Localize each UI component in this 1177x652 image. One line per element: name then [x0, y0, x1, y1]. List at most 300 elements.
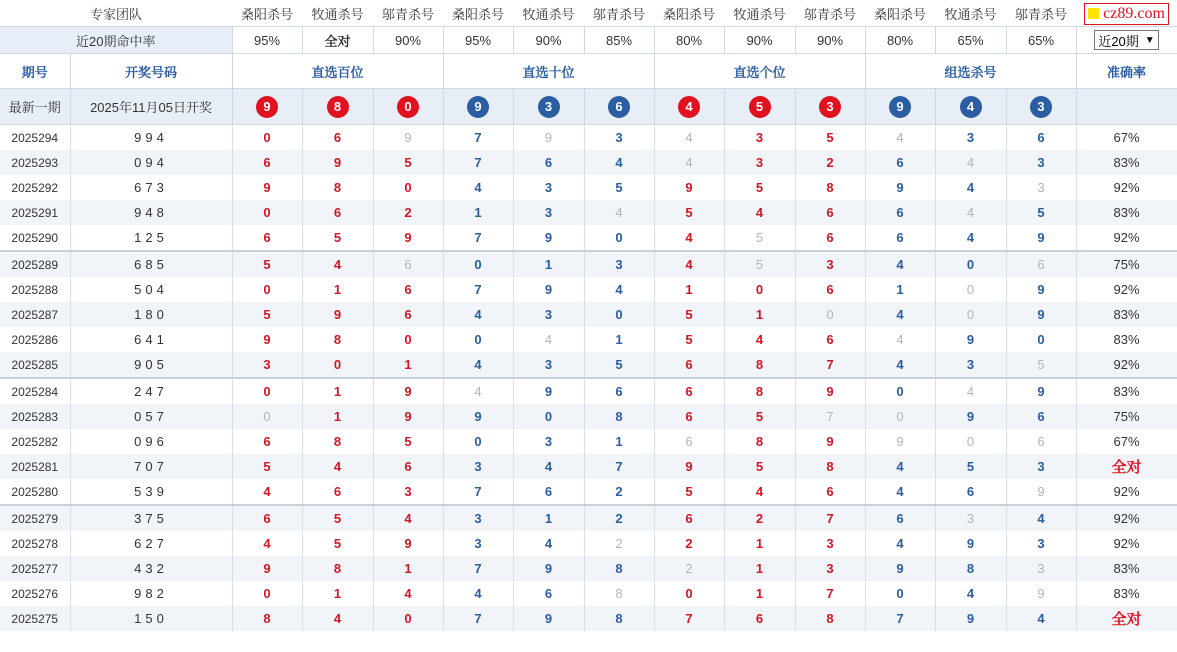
- latest-ball-cell: [795, 89, 865, 125]
- kill-number-cell: [935, 225, 1006, 251]
- team-label: 专家团队: [0, 0, 232, 27]
- kill-number-cell: [302, 556, 373, 581]
- kill-number: 5: [755, 409, 764, 424]
- accuracy-value: 67%: [1113, 434, 1140, 449]
- kill-number: 4: [896, 459, 904, 474]
- kill-number: 3: [544, 205, 553, 220]
- period-cell: 2025286: [0, 327, 70, 352]
- period-cell: 2025285: [0, 352, 70, 378]
- kill-number-cell: [935, 302, 1006, 327]
- kill-number: 5: [755, 459, 764, 474]
- kill-number: 3: [263, 357, 271, 372]
- logo-text: cz89.com: [1103, 4, 1165, 22]
- accuracy-cell: [1076, 429, 1177, 454]
- kill-number: 4: [263, 536, 271, 551]
- kill-number: 0: [966, 434, 975, 449]
- kill-number: 0: [826, 307, 834, 322]
- kill-number-cell: [302, 150, 373, 175]
- accuracy-cell: [1076, 378, 1177, 404]
- kill-number: 6: [755, 611, 764, 626]
- kill-number: 9: [966, 536, 975, 551]
- kill-number: 3: [966, 357, 975, 372]
- kill-number-cell: [1006, 606, 1076, 631]
- winning-number-cell: 375: [70, 505, 232, 531]
- kill-number-cell: [232, 404, 302, 429]
- kill-number: 3: [1037, 155, 1045, 170]
- period-select-value: 近20期: [1098, 33, 1139, 49]
- kill-number-cell: [584, 404, 654, 429]
- kill-number: 5: [1037, 357, 1045, 372]
- latest-ball-cell: [302, 89, 373, 125]
- accuracy-value: 92%: [1113, 230, 1140, 245]
- kill-number-cell: [443, 581, 513, 606]
- hit-rate-value: 90%: [724, 27, 795, 54]
- table-row: [0, 404, 1177, 429]
- kill-number: 6: [333, 130, 342, 145]
- kill-number: 9: [404, 409, 412, 424]
- kill-number-cell: [795, 429, 865, 454]
- kill-number-cell: [443, 327, 513, 352]
- kill-number-cell: [373, 225, 443, 251]
- period-cell: 2025276: [0, 581, 70, 606]
- kill-number-cell: [795, 175, 865, 200]
- latest-ball-cell: [443, 89, 513, 125]
- kill-number: 3: [615, 257, 623, 272]
- kill-number: 4: [896, 257, 904, 272]
- kill-number: 8: [826, 180, 834, 195]
- kill-number-cell: [1006, 327, 1076, 352]
- col-group-hundreds: 直选百位: [232, 54, 443, 89]
- kill-number-cell: [1006, 225, 1076, 251]
- kill-number-cell: [865, 200, 935, 225]
- table-row: [0, 225, 1177, 251]
- period-cell: 2025283: [0, 404, 70, 429]
- kill-number-cell: [584, 556, 654, 581]
- kill-number-cell: [654, 581, 724, 606]
- kill-number-cell: [373, 378, 443, 404]
- kill-number-cell: [795, 581, 865, 606]
- period-cell: 2025289: [0, 251, 70, 277]
- kill-number: 5: [1037, 205, 1045, 220]
- kill-number-cell: [654, 175, 724, 200]
- kill-number: 0: [404, 332, 412, 347]
- kill-number: 9: [826, 434, 834, 449]
- kill-number-cell: [373, 606, 443, 631]
- kill-number: 6: [826, 205, 834, 220]
- kill-number-cell: [373, 175, 443, 200]
- kill-number-cell: [302, 454, 373, 479]
- kill-number-cell: [584, 352, 654, 378]
- kill-number-cell: [795, 200, 865, 225]
- kill-number-cell: [513, 479, 584, 505]
- kill-number: 5: [615, 180, 623, 195]
- kill-number: 0: [896, 384, 904, 399]
- kill-number: 3: [966, 130, 975, 145]
- latest-ball-cell: [724, 89, 795, 125]
- kill-number-cell: [373, 429, 443, 454]
- accuracy-cell: [1076, 352, 1177, 378]
- kill-number: 8: [615, 409, 623, 424]
- kill-number-cell: [724, 125, 795, 151]
- period-cell: 2025290: [0, 225, 70, 251]
- kill-number: 4: [755, 332, 764, 347]
- kill-number-cell: [1006, 251, 1076, 277]
- expert-name: 牧通杀号: [724, 0, 795, 27]
- accuracy-cell: [1076, 454, 1177, 479]
- kill-number-cell: [584, 225, 654, 251]
- kill-number: 1: [755, 561, 764, 576]
- site-logo[interactable]: [1084, 3, 1169, 25]
- kill-number-cell: [584, 175, 654, 200]
- kill-number-cell: [935, 404, 1006, 429]
- kill-number: 8: [966, 561, 975, 576]
- number-ball: 3: [819, 96, 841, 118]
- kill-number-cell: [1006, 556, 1076, 581]
- number-ball: 6: [608, 96, 630, 118]
- kill-number: 7: [826, 586, 834, 601]
- kill-number-cell: [795, 556, 865, 581]
- accuracy-value: 全对: [1111, 459, 1142, 476]
- kill-number-cell: [373, 277, 443, 302]
- kill-number-cell: [232, 429, 302, 454]
- kill-number-cell: [654, 327, 724, 352]
- winning-number-cell: 247: [70, 378, 232, 404]
- expert-name: 邬青杀号: [1006, 0, 1076, 27]
- kill-number-cell: [795, 352, 865, 378]
- accuracy-value: 92%: [1113, 484, 1140, 499]
- table-row: [0, 556, 1177, 581]
- expert-name: 邬青杀号: [373, 0, 443, 27]
- kill-number: 7: [896, 611, 904, 626]
- expert-header-row: [0, 0, 1177, 27]
- kill-number: 6: [544, 586, 553, 601]
- logo-square-icon: [1088, 8, 1099, 19]
- number-ball: 3: [1030, 96, 1052, 118]
- expert-name: 桑阳杀号: [865, 0, 935, 27]
- accuracy-value: 75%: [1113, 409, 1140, 424]
- kill-number: 9: [333, 155, 342, 170]
- kill-number-cell: [935, 277, 1006, 302]
- kill-number-cell: [584, 581, 654, 606]
- kill-number-cell: [724, 200, 795, 225]
- kill-number: 4: [474, 307, 482, 322]
- kill-number: 4: [966, 155, 975, 170]
- kill-number-cell: [795, 378, 865, 404]
- kill-number-cell: [302, 531, 373, 556]
- kill-number: 0: [755, 282, 764, 297]
- winning-number-cell: 539: [70, 479, 232, 505]
- latest-ball-cell: [513, 89, 584, 125]
- kill-number-cell: [724, 352, 795, 378]
- kill-number-cell: [654, 505, 724, 531]
- kill-number-cell: [584, 479, 654, 505]
- kill-number-cell: [654, 454, 724, 479]
- kill-number: 8: [333, 561, 342, 576]
- chevron-down-icon: ▼: [1144, 34, 1155, 46]
- kill-number: 6: [263, 511, 271, 526]
- number-ball: 4: [678, 96, 700, 118]
- period-cell: 2025291: [0, 200, 70, 225]
- kill-number-cell: [865, 429, 935, 454]
- kill-number-cell: [724, 251, 795, 277]
- kill-number: 5: [333, 511, 342, 526]
- kill-number-cell: [935, 378, 1006, 404]
- kill-number: 0: [966, 307, 975, 322]
- accuracy-cell: [1076, 327, 1177, 352]
- kill-number-cell: [795, 327, 865, 352]
- kill-number-cell: [1006, 404, 1076, 429]
- kill-number-cell: [795, 505, 865, 531]
- kill-number: 4: [544, 332, 553, 347]
- kill-number: 5: [755, 180, 764, 195]
- kill-number-cell: [513, 352, 584, 378]
- accuracy-cell: [1076, 200, 1177, 225]
- kill-number: 2: [826, 155, 834, 170]
- table-row: [0, 454, 1177, 479]
- number-ball: 8: [327, 96, 349, 118]
- kill-number: 4: [896, 536, 904, 551]
- kill-number: 6: [685, 434, 693, 449]
- kill-number: 9: [1037, 230, 1045, 245]
- accuracy-value: 83%: [1113, 586, 1140, 601]
- kill-number-cell: [302, 581, 373, 606]
- table-row: [0, 581, 1177, 606]
- kill-number-cell: [302, 225, 373, 251]
- kill-number: 4: [474, 180, 482, 195]
- kill-number-cell: [865, 251, 935, 277]
- kill-number-cell: [302, 378, 373, 404]
- kill-number-cell: [302, 404, 373, 429]
- accuracy-value: 83%: [1113, 384, 1140, 399]
- kill-number-cell: [373, 581, 443, 606]
- accuracy-value: 83%: [1113, 561, 1140, 576]
- kill-number: 4: [896, 357, 904, 372]
- kill-number-cell: [443, 454, 513, 479]
- kill-number: 9: [966, 409, 975, 424]
- kill-number: 3: [474, 536, 482, 551]
- kill-number-cell: [232, 479, 302, 505]
- kill-number: 5: [404, 434, 412, 449]
- period-select-cell: [1076, 27, 1177, 54]
- kill-number-cell: [584, 505, 654, 531]
- kill-number-cell: [232, 531, 302, 556]
- kill-number: 5: [826, 130, 834, 145]
- kill-number-cell: [584, 531, 654, 556]
- kill-number-cell: [935, 327, 1006, 352]
- kill-number: 3: [826, 561, 834, 576]
- kill-number: 3: [826, 536, 834, 551]
- kill-number: 0: [896, 409, 904, 424]
- kill-number-cell: [935, 175, 1006, 200]
- accuracy-cell: [1076, 175, 1177, 200]
- winning-number-cell: 641: [70, 327, 232, 352]
- kill-number-cell: [724, 581, 795, 606]
- kill-number-cell: [232, 556, 302, 581]
- latest-row: [0, 89, 1177, 125]
- winning-number-cell: 125: [70, 225, 232, 251]
- winning-number-cell: 707: [70, 454, 232, 479]
- kill-number-cell: [654, 404, 724, 429]
- site-logo-cell[interactable]: [1076, 0, 1177, 27]
- kill-number-cell: [373, 302, 443, 327]
- kill-number-cell: [1006, 429, 1076, 454]
- kill-number: 4: [1037, 611, 1045, 626]
- kill-number-cell: [654, 556, 724, 581]
- kill-number: 0: [404, 611, 412, 626]
- kill-number-cell: [443, 352, 513, 378]
- accuracy-cell: [1076, 404, 1177, 429]
- kill-number-cell: [443, 556, 513, 581]
- expert-name: 邬青杀号: [584, 0, 654, 27]
- kill-number-cell: [654, 150, 724, 175]
- kill-number-cell: [724, 175, 795, 200]
- kill-number-cell: [1006, 454, 1076, 479]
- kill-number: 3: [615, 130, 623, 145]
- table-row: [0, 302, 1177, 327]
- hit-rate-value: 全对: [302, 27, 373, 54]
- kill-number: 6: [404, 307, 412, 322]
- kill-number: 9: [685, 459, 693, 474]
- kill-number-cell: [513, 225, 584, 251]
- hit-rate-value: 80%: [865, 27, 935, 54]
- kill-number: 4: [966, 384, 975, 399]
- kill-number: 1: [755, 307, 764, 322]
- hit-rate-row: [0, 27, 1177, 54]
- kill-number: 7: [474, 155, 482, 170]
- kill-number-cell: [654, 479, 724, 505]
- kill-number: 6: [263, 155, 271, 170]
- kill-number: 7: [826, 357, 834, 372]
- accuracy-cell: [1076, 251, 1177, 277]
- period-select[interactable]: [1094, 30, 1158, 50]
- kill-number: 1: [755, 586, 764, 601]
- kill-number-cell: [795, 251, 865, 277]
- kill-number: 2: [615, 484, 623, 499]
- accuracy-value: 83%: [1113, 307, 1140, 322]
- kill-number-cell: [795, 225, 865, 251]
- kill-number-cell: [795, 606, 865, 631]
- period-cell: 2025293: [0, 150, 70, 175]
- kill-number: 5: [685, 205, 693, 220]
- kill-number: 8: [826, 459, 834, 474]
- kill-number-cell: [724, 404, 795, 429]
- kill-number-cell: [232, 150, 302, 175]
- hit-rate-value: 65%: [935, 27, 1006, 54]
- latest-accuracy-cell: [1076, 89, 1177, 125]
- kill-number-cell: [232, 378, 302, 404]
- kill-number: 0: [404, 180, 412, 195]
- kill-number-cell: [302, 200, 373, 225]
- kill-number-cell: [795, 125, 865, 151]
- kill-number-cell: [513, 429, 584, 454]
- kill-number: 1: [615, 434, 623, 449]
- winning-number-cell: 096: [70, 429, 232, 454]
- kill-number: 0: [966, 282, 975, 297]
- kill-number: 7: [474, 230, 482, 245]
- kill-number: 3: [755, 155, 764, 170]
- kill-number: 9: [544, 282, 553, 297]
- kill-number-cell: [302, 429, 373, 454]
- kill-number: 0: [263, 586, 271, 601]
- kill-number-cell: [724, 556, 795, 581]
- kill-number: 9: [896, 561, 904, 576]
- kill-number: 6: [404, 459, 412, 474]
- kill-number: 8: [826, 611, 834, 626]
- kill-number: 6: [896, 511, 904, 526]
- kill-number: 4: [685, 230, 693, 245]
- kill-number: 6: [826, 230, 834, 245]
- kill-number-cell: [232, 225, 302, 251]
- table-row: [0, 531, 1177, 556]
- kill-number-cell: [654, 606, 724, 631]
- kill-number-cell: [443, 302, 513, 327]
- kill-number: 4: [966, 586, 975, 601]
- kill-number: 4: [755, 205, 764, 220]
- latest-ball-cell: [935, 89, 1006, 125]
- kill-number: 9: [826, 384, 834, 399]
- kill-number-cell: [935, 479, 1006, 505]
- number-ball: 4: [960, 96, 982, 118]
- kill-number: 6: [404, 282, 412, 297]
- kill-number-cell: [935, 125, 1006, 151]
- kill-number: 4: [333, 611, 342, 626]
- hit-rate-value: 90%: [795, 27, 865, 54]
- kill-number-cell: [724, 378, 795, 404]
- kill-number-cell: [654, 251, 724, 277]
- kill-number: 6: [1037, 434, 1045, 449]
- kill-number: 5: [263, 459, 271, 474]
- kill-number: 7: [826, 409, 834, 424]
- table-row: [0, 327, 1177, 352]
- kill-number: 4: [1037, 511, 1045, 526]
- kill-number-cell: [373, 200, 443, 225]
- hit-rate-value: 85%: [584, 27, 654, 54]
- kill-number: 0: [263, 282, 271, 297]
- kill-number-cell: [584, 378, 654, 404]
- kill-number-cell: [935, 556, 1006, 581]
- hit-rate-value: 95%: [232, 27, 302, 54]
- kill-number: 0: [333, 357, 342, 372]
- kill-number: 5: [263, 257, 271, 272]
- kill-number: 5: [615, 357, 623, 372]
- kill-number-cell: [935, 150, 1006, 175]
- kill-number-cell: [1006, 175, 1076, 200]
- kill-number: 3: [966, 511, 975, 526]
- kill-number-cell: [795, 454, 865, 479]
- table-row: [0, 429, 1177, 454]
- winning-number-cell: 948: [70, 200, 232, 225]
- kill-number: 2: [404, 205, 412, 220]
- col-accuracy: 准确率: [1076, 54, 1177, 89]
- kill-number: 8: [755, 357, 764, 372]
- kill-number-cell: [865, 556, 935, 581]
- kill-number: 6: [826, 332, 834, 347]
- kill-number-cell: [865, 125, 935, 151]
- kill-number-cell: [935, 251, 1006, 277]
- kill-number: 0: [966, 257, 975, 272]
- kill-number: 3: [544, 307, 553, 322]
- hit-rate-value: 65%: [1006, 27, 1076, 54]
- kill-number: 9: [263, 180, 271, 195]
- table-row: [0, 251, 1177, 277]
- kill-number-cell: [302, 479, 373, 505]
- kill-number: 2: [755, 511, 764, 526]
- kill-number-cell: [584, 251, 654, 277]
- kill-number: 6: [685, 409, 693, 424]
- kill-number: 8: [333, 434, 342, 449]
- kill-number: 4: [755, 484, 764, 499]
- kill-number-cell: [443, 429, 513, 454]
